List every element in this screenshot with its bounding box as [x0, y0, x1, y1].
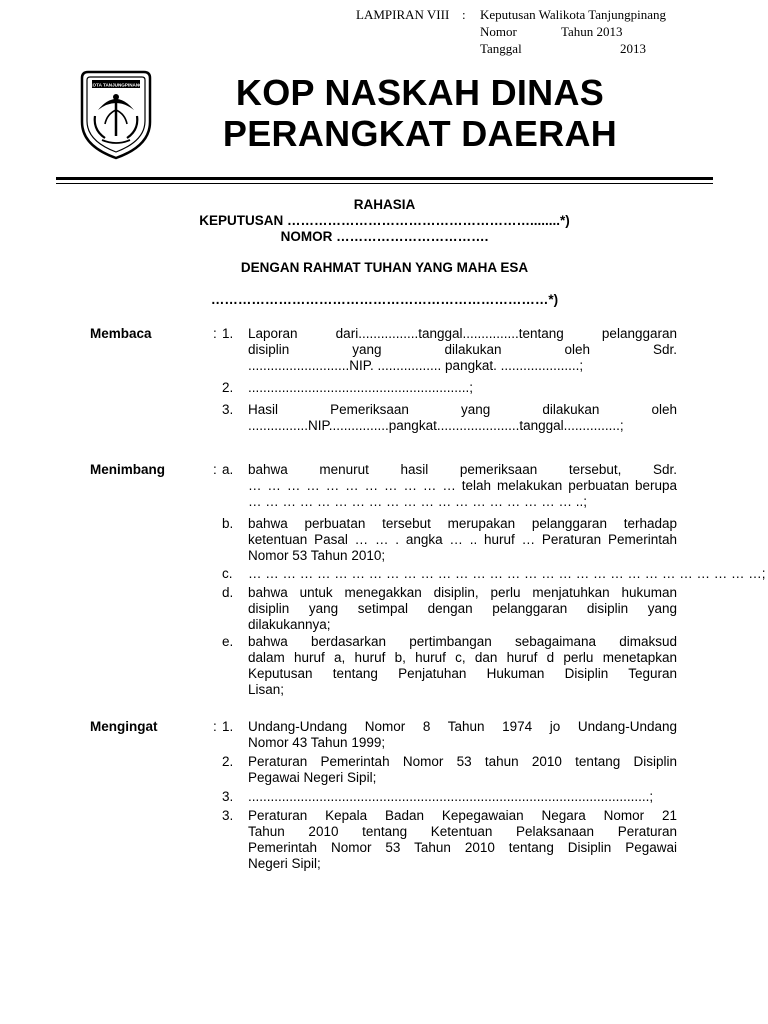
item-line: Lisan; [248, 682, 285, 697]
lampiran-colon: : [462, 7, 466, 22]
item-line: Pemerintah Nomor 53 Tahun 2010 tentang Disiplin Pegawai [248, 840, 677, 855]
item-marker: 1. [222, 326, 234, 341]
list-item [222, 789, 677, 805]
list-item [222, 585, 677, 633]
item-marker: 3. [222, 402, 234, 417]
lampiran-tanggal-label: Tanggal [480, 41, 522, 56]
item-marker: a. [222, 462, 234, 477]
item-line: bahwa menurut hasil pemeriksaan tersebut, Sdr. [248, 462, 677, 477]
list-item [222, 380, 677, 396]
item-line: ................NIP................pangkat......................tanggal...............; [248, 418, 624, 433]
lampiran-nomor-label: Nomor [480, 24, 517, 39]
list-item [222, 808, 677, 872]
list-item [222, 402, 677, 434]
crest-text: KOTA TANJUNGPINANG [89, 82, 143, 88]
rahmat-line: DENGAN RAHMAT TUHAN YANG MAHA ESA [240, 260, 529, 275]
item-marker: d. [222, 585, 234, 600]
item-marker: 3. [222, 789, 234, 804]
list-item [222, 719, 677, 751]
item-line: Keputusan tentang Penjatuhan Hukuman Disiplin Teguran [248, 666, 677, 681]
item-line: disiplin yang dilakukan oleh Sdr. [248, 342, 677, 357]
kop-title-line2: PERANGKAT DAERAH [222, 113, 618, 154]
list-item [222, 462, 677, 510]
item-marker: 2. [222, 380, 234, 395]
item-line: … … … … … … … … … … … … … … … … … … … … … … … … … … … … … …; [248, 566, 766, 581]
item-line: Laporan dari................tanggal...............tentang pelanggaran [248, 326, 677, 341]
item-line: ...........................NIP. ................. pangkat. .....................; [248, 358, 584, 373]
item-line: dalam huruf a, huruf b, huruf c, dan huruf d perlu menetapkan [248, 650, 677, 665]
item-line: dilakukannya; [248, 617, 331, 632]
list-item [222, 326, 677, 374]
section-colon: : [213, 719, 217, 734]
kop-divider-thin [56, 183, 713, 184]
section-label-mengingat: Mengingat [90, 719, 158, 734]
section-colon: : [213, 326, 217, 341]
nomor-line: NOMOR ……………………………. [280, 229, 489, 244]
list-item [222, 566, 766, 582]
item-line: Tahun 2010 tentang Ketentuan Pelaksanaan Peraturan [248, 824, 677, 839]
lampiran-keputusan: Keputusan Walikota Tanjungpinang [480, 7, 667, 22]
list-item [222, 516, 677, 564]
item-line: ketentuan Pasal … … . angka … .. huruf … Peraturan Pemerintah [248, 532, 677, 547]
item-line: Nomor 53 Tahun 2010; [248, 548, 386, 563]
lampiran-tanggal-value: 2013 [620, 41, 646, 56]
section-label-menimbang: Menimbang [90, 462, 166, 477]
kop-divider-thick [56, 177, 713, 180]
pejabat-line: …………………………………………………………………*) [210, 292, 559, 307]
item-line: Pegawai Negeri Sipil; [248, 770, 377, 785]
item-line: Peraturan Kepala Badan Kepegawaian Negara Nomor 21 [248, 808, 677, 823]
item-line: ...........................................................................................................; [248, 789, 654, 804]
list-item [222, 634, 677, 698]
item-marker: 2. [222, 754, 234, 769]
item-line: Hasil Pemeriksaan yang dilakukan oleh [248, 402, 677, 417]
rahasia-label: RAHASIA [353, 197, 416, 212]
item-line: Peraturan Pemerintah Nomor 53 tahun 2010 tentang Disiplin [248, 754, 677, 769]
keputusan-title: KEPUTUSAN ………………………………………………........*) [199, 213, 570, 228]
item-line: … … … … … … … … … … … … … … … … … … … ..; [248, 494, 588, 509]
lampiran-block [356, 6, 666, 57]
item-marker: e. [222, 634, 234, 649]
item-line: disiplin yang setimpal dengan pelanggaran disiplin yang [248, 601, 677, 616]
item-line: bahwa berdasarkan pertimbangan sebagaimana dimaksud [248, 634, 677, 649]
item-line: bahwa untuk menegakkan disiplin, perlu menjatuhkan hukuman [248, 585, 677, 600]
item-line: Undang-Undang Nomor 8 Tahun 1974 jo Undang-Undang [248, 719, 677, 734]
item-line: Nomor 43 Tahun 1999; [248, 735, 386, 750]
item-marker: 3. [222, 808, 234, 823]
item-marker: 1. [222, 719, 234, 734]
item-line: ...........................................................; [248, 380, 474, 395]
item-line: bahwa perbuatan tersebut merupakan pelanggaran terhadap [248, 516, 677, 531]
section-label-membaca: Membaca [90, 326, 152, 341]
item-line: … … … … … … … … … … … telah melakukan perbuatan berupa [248, 478, 677, 493]
lampiran-nomor-value: Tahun 2013 [561, 24, 623, 39]
lampiran-label: LAMPIRAN VIII [356, 7, 450, 22]
item-marker: b. [222, 516, 234, 531]
kop-title-line1: KOP NASKAH DINAS [235, 72, 605, 113]
item-marker: c. [222, 566, 233, 581]
section-colon: : [213, 462, 217, 477]
item-line: Negeri Sipil; [248, 856, 321, 871]
city-crest-icon [78, 70, 154, 160]
list-item [222, 754, 677, 786]
